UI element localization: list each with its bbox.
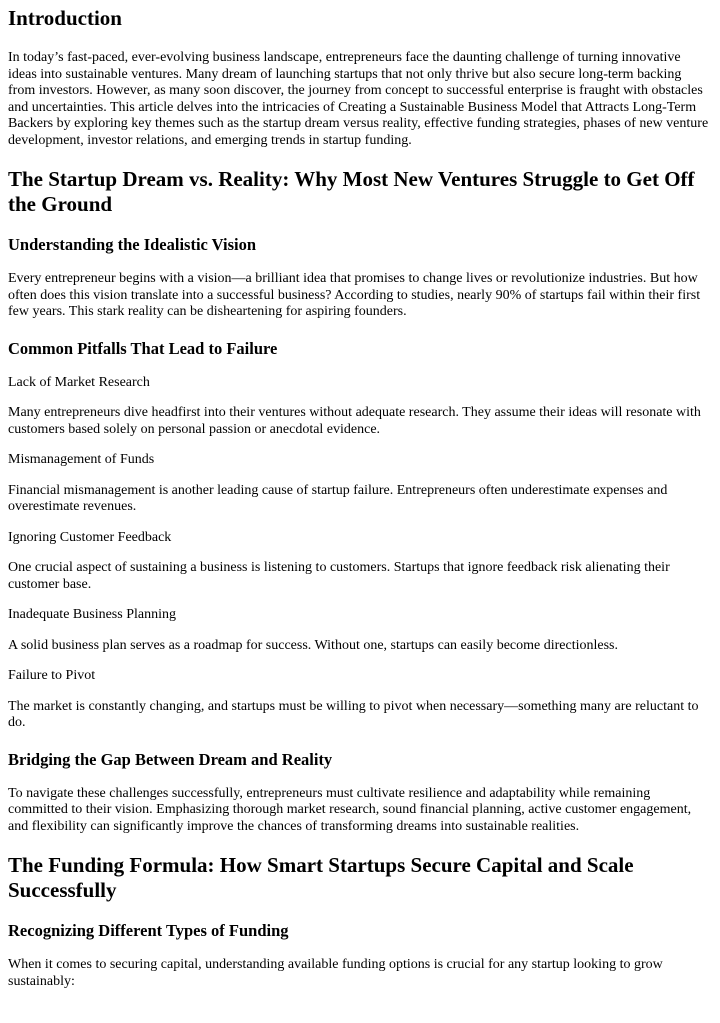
vision-heading: Understanding the Idealistic Vision: [8, 235, 256, 254]
pitfall-text: One crucial aspect of sustaining a business is listening to customers. Startups that ignore feedback risk alienating their customer base.: [8, 560, 670, 592]
funding-types-heading: Recognizing Different Types of Funding: [8, 921, 289, 940]
vision-paragraph: Every entrepreneur begins with a vision—a brilliant idea that promises to change lives or revolutionize industries. But how often does this vision translate into a successful business? According to studies, nearly 90% of startups fail within their first few years. This stark reality can be disheartening for aspiring founders.: [8, 271, 701, 319]
pitfall-title: Failure to Pivot: [8, 668, 96, 683]
pitfall-title: Lack of Market Research: [8, 374, 150, 390]
pitfall-text: Many entrepreneurs dive headfirst into their ventures without adequate research. They assume their ideas will resonate with customers based solely on personal passion or anecdotal evidence.: [8, 405, 701, 437]
section2-heading: The Funding Formula: How Smart Startups Secure Capital and Scale Successfully: [8, 853, 634, 902]
intro-paragraph: In today’s fast-paced, ever-evolving business landscape, entrepreneurs face the daunting challenge of turning innovative ideas into sustainable ventures. Many dream of launching startups that not only thrive but also secure long-term backing from investors. However, as many soon discover, the journey from concept to successful enterprise is fraught with obstacles and uncertainties. This article delves into the intricacies of Creating a Sustainable Business Model that Attracts Long-Term Backers by exploring key themes such as the startup dream versus reality, effective funding strategies, phases of new venture development, investor relations, and emerging trends in startup funding.: [8, 50, 709, 148]
bridging-heading: Bridging the Gap Between Dream and Reality: [8, 749, 333, 769]
bridging-paragraph: To navigate these challenges successfully, entrepreneurs must cultivate resilience and adaptability while remaining committed to their vision. Emphasizing thorough market research, sound financial planning, active customer engagement, and flexibility can significantly improve the chances of transforming dreams into sustainable realities.: [8, 785, 692, 834]
pitfall-title: Inadequate Business Planning: [8, 607, 176, 622]
section1-heading: The Startup Dream vs. Reality: Why Most New Ventures Struggle to Get Off the Ground: [8, 167, 695, 216]
pitfall-text: The market is constantly changing, and startups must be willing to pivot when necessary—something many are reluctant to do.: [8, 698, 699, 730]
pitfall-title: Mismanagement of Funds: [8, 452, 155, 467]
pitfall-text: Financial mismanagement is another leading cause of startup failure. Entrepreneurs often underestimate expenses and overestimate revenues.: [8, 482, 668, 514]
article: [0, 6, 720, 990]
intro-heading: Introduction: [8, 6, 122, 30]
pitfall-title: Ignoring Customer Feedback: [8, 529, 172, 545]
funding-types-paragraph: When it comes to securing capital, understanding available funding options is crucial for any startup looking to grow sustainably:: [8, 957, 663, 989]
pitfalls-heading: Common Pitfalls That Lead to Failure: [8, 338, 278, 358]
pitfall-text: A solid business plan serves as a roadmap for success. Without one, startups can easily become directionless.: [8, 637, 618, 653]
